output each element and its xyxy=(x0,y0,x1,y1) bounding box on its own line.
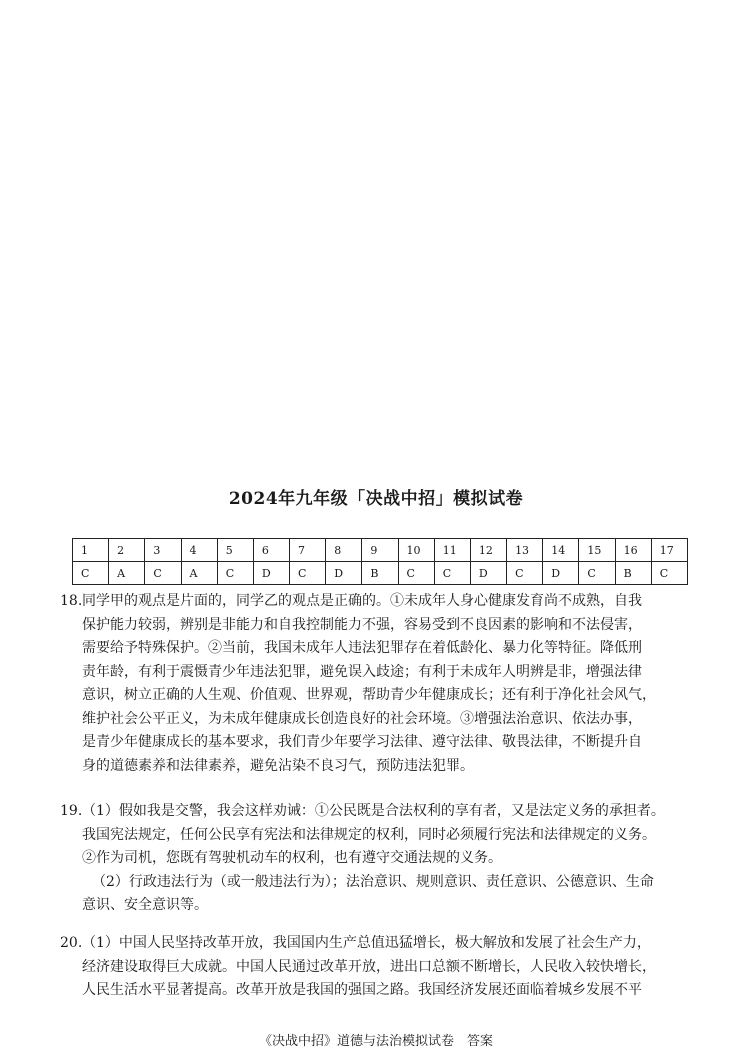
answer-line: 身的道德素养和法律素养，避免沾染不良习气，预防违法犯罪。 xyxy=(82,757,474,774)
question-number-cell: 2 xyxy=(109,539,145,562)
answer-cell: C xyxy=(434,562,470,585)
answer-line: 同学甲的观点是片面的，同学乙的观点是正确的。①未成年人身心健康发育尚不成熟，自我 xyxy=(82,593,642,609)
question-number-cell: 9 xyxy=(362,539,398,562)
question-number-cell: 4 xyxy=(181,539,217,562)
question-20 xyxy=(60,932,700,1003)
answer-table xyxy=(72,538,688,585)
answer-line: 维护社会公平正义，为未成年健康成长创造良好的社会环境。③增强法治意识、依法办事， xyxy=(82,710,642,727)
answer-cell: C xyxy=(507,562,543,585)
question-number-cell: 10 xyxy=(398,539,434,562)
question-number-cell: 13 xyxy=(507,539,543,562)
answer-cell: C xyxy=(290,562,326,585)
answer-cell: C xyxy=(398,562,434,585)
answer-line: 我国宪法规定，任何公民享有宪法和法律规定的权利，同时必须履行宪法和法律规定的义务。 xyxy=(82,826,656,843)
question-number-cell: 15 xyxy=(579,539,615,562)
answer-line: 经济建设取得巨大成就。中国人民通过改革开放，进出口总额不断增长，人民收入较快增长， xyxy=(82,958,656,975)
answer-line: （2）行政违法行为（或一般违法行为）；法治意识、规则意识、责任意识、公德意识、生命 xyxy=(92,873,654,890)
answer-line: 人民生活水平显著提高。改革开放是我国的强国之路。我国经济发展还面临着城乡发展不平 xyxy=(82,982,642,998)
question-number-cell: 14 xyxy=(543,539,579,562)
answer-cell: D xyxy=(326,562,362,585)
question-19 xyxy=(60,800,700,918)
answer-line: 保护能力较弱，辨别是非能力和自我控制能力不强，容易受到不良因素的影响和不法侵害， xyxy=(82,616,642,633)
question-number: 19. xyxy=(60,803,83,819)
question-number-cell: 7 xyxy=(290,539,326,562)
answer-cell: D xyxy=(543,562,579,585)
question-number-cell: 6 xyxy=(253,539,289,562)
question-number-cell: 3 xyxy=(145,539,181,562)
answer-cell: C xyxy=(579,562,615,585)
answer-line: 是青少年健康成长的基本要求，我们青少年要学习法律、遵守法律、敬畏法律，不断提升自 xyxy=(82,734,642,750)
answer-line: 需要给予特殊保护。②当前，我国未成年人违法犯罪存在着低龄化、暴力化等特征。降低刑 xyxy=(82,640,642,656)
page-footer: 《决战中招》道德与法治模拟试卷 答案 xyxy=(258,1034,493,1049)
question-number-cell: 16 xyxy=(615,539,651,562)
answer-cell: C xyxy=(651,562,687,585)
answer-cell: C xyxy=(217,562,253,585)
answer-line: ②作为司机，您既有驾驶机动车的权利，也有遵守交通法规的义务。 xyxy=(82,850,502,866)
question-number-row xyxy=(73,539,688,562)
answer-line: （1）假如我是交警，我会这样劝诫：①公民既是合法权利的享有者，又是法定义务的承担者。 xyxy=(82,803,665,819)
answer-cell: D xyxy=(253,562,289,585)
question-number-cell: 5 xyxy=(217,539,253,562)
question-number-cell: 1 xyxy=(73,539,109,562)
answer-line: 意识，树立正确的人生观、价值观、世界观，帮助青少年健康成长；还有利于净化社会风气， xyxy=(82,687,656,703)
answer-line: 意识、安全意识等。 xyxy=(82,897,208,913)
answer-cell: C xyxy=(73,562,109,585)
question-number: 20. xyxy=(60,935,83,951)
answer-line: 责年龄，有利于震慑青少年违法犯罪，避免误入歧途；有利于未成年人明辨是非，增强法律 xyxy=(82,663,642,680)
question-number: 18. xyxy=(60,593,83,609)
question-number-cell: 11 xyxy=(434,539,470,562)
question-number-cell: 8 xyxy=(326,539,362,562)
question-18 xyxy=(60,590,700,778)
question-number-cell: 12 xyxy=(470,539,506,562)
answer-cell: D xyxy=(470,562,506,585)
question-number-cell: 17 xyxy=(651,539,687,562)
answer-row xyxy=(73,562,688,585)
answer-line: （1）中国人民坚持改革开放，我国国内生产总值迅猛增长，极大解放和发展了社会生产力， xyxy=(82,935,651,951)
answer-cell: C xyxy=(145,562,181,585)
exam-title: 2024年九年级「决战中招」模拟试卷 xyxy=(228,489,524,509)
answer-cell: A xyxy=(109,562,145,585)
answer-cell: A xyxy=(181,562,217,585)
answer-cell: B xyxy=(615,562,651,585)
answer-cell: B xyxy=(362,562,398,585)
